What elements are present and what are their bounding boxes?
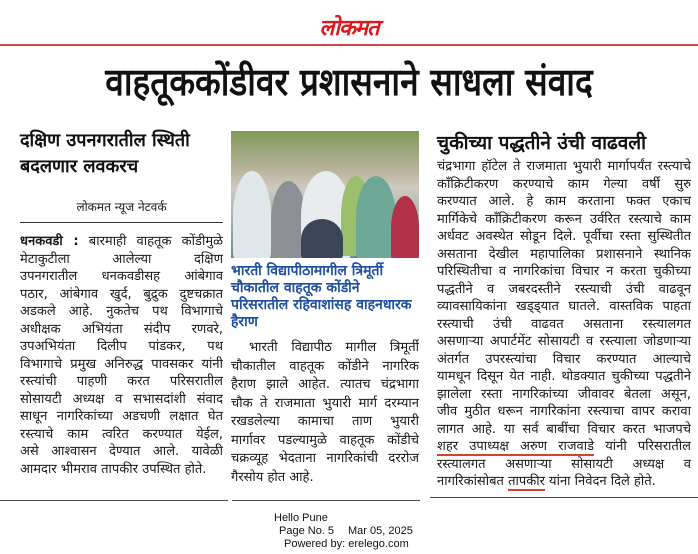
- body-line: करण्यात आले. हे काम करताना फक्त एकाच: [437, 194, 691, 209]
- body-line: असताना देखील महापालिका प्रशासनाने स्थानिक: [437, 246, 691, 262]
- powered-by: Powered by: erelego.com: [284, 538, 409, 550]
- body-line: पद्धतीने व जबरदस्तीने रस्त्याची उंची वाढवून: [437, 281, 691, 297]
- body-line: चंद्रभागा हॉटेल ते राजमाता भुयारी मार्गापर्यंत रस्त्याचे: [437, 159, 691, 174]
- body-line: जीव मुठीत धरून नागरिकांना रस्त्याचा वापर करावा: [437, 404, 691, 419]
- body-line: रस्त्याचे काम त्वरित करण्यात येईल,: [20, 426, 223, 442]
- body-line: उपअभियंता दिलीप पांडकर, पथ: [20, 339, 223, 354]
- byline: लोकमत न्यूज नेटवर्क: [76, 200, 167, 214]
- body-line: परिस्थितीचा व नागरिकांचा विचार न करता चुकीच्या: [437, 264, 691, 279]
- body-line: [20, 233, 223, 251]
- body-line: अडकले आहे. नुकतेच पथ विभागाचे: [20, 304, 223, 319]
- body-line: सोसायटी अध्यक्ष व सभासदांशी संवाद: [20, 391, 223, 407]
- divider: [20, 222, 223, 223]
- body-line: [437, 473, 691, 491]
- issue-date: Mar 05, 2025: [348, 525, 413, 537]
- body-line: चौकातील वाहतूक कोंडीने नागरिक: [231, 358, 419, 374]
- body-line: रस्त्यालगत असणाऱ्या सोसायटी अध्यक्ष व: [437, 456, 691, 472]
- left-article-title: [20, 128, 223, 180]
- left-article: [20, 128, 223, 478]
- body-line: भारती विद्यापीठ मागील त्रिमूर्ती: [249, 340, 419, 355]
- footer-rule: [232, 500, 420, 501]
- body-line: कॉंक्रिटीकरण करण्याचे काम गेल्या वर्षी सुरु: [437, 176, 691, 192]
- news-photo: [231, 131, 419, 258]
- body-line: अधीक्षक अभियंता संदीप रणवरे,: [20, 321, 223, 337]
- lokmat-logo: लोकमत: [319, 16, 379, 41]
- body-text: यांना निवेदन दिले होते.: [544, 474, 656, 489]
- body-line: रस्त्याची उंची वाढवत असताना रस्त्यालगत: [437, 316, 691, 332]
- highlighted-name: तापकीर: [508, 474, 545, 489]
- body-line: रस्त्यांची पाहणी करत परिसरातील: [20, 374, 223, 389]
- middle-article-body: [231, 339, 419, 487]
- body-text: नागरिकांसोबत: [437, 474, 509, 489]
- body-line: आमदार भीमराव तापकीर उपस्थित होते.: [20, 461, 207, 477]
- edition-label: Hello Pune: [274, 512, 328, 524]
- title-line: दक्षिण उपनगरातील स्थिती: [20, 130, 190, 151]
- main-headline: वाहतूककोंडीवर प्रशासनाने साधला संवाद: [105, 60, 593, 104]
- masthead-rule: [0, 44, 698, 46]
- body-line: उपनगरातील धनकवडीसह आंबेगाव: [20, 269, 223, 284]
- body-line: मार्गिकेचे कॉंक्रिटीकरण करून उर्वरित रस्त्याचे काम: [437, 211, 691, 227]
- right-article-title: चुकीच्या पद्धतीने उंची वाढवली: [437, 132, 647, 154]
- body-line: विभागाचे प्रमुख अनिरुद्ध पावसकर यांनी: [20, 356, 223, 372]
- highlighted-name: शहर उपाध्यक्ष अरुण राजवाडे: [437, 439, 595, 454]
- body-line: रखडलेल्या कामाचा ताण भुयारी: [231, 414, 419, 429]
- middle-article: [231, 131, 419, 487]
- body-line: चक्रव्यूह भेदताना नागरिकांची दररोज: [231, 451, 419, 466]
- body-line: व्यावसायिकांना खड्ड्यात घातले. वास्तविक पाहता: [437, 299, 691, 314]
- body-line: चौक ते राजमाता भुयारी मार्ग दरम्यान: [231, 395, 419, 411]
- right-article-body: [437, 158, 691, 438]
- body-line: [437, 438, 691, 456]
- right-article: [437, 128, 691, 491]
- footer-rule: [0, 500, 228, 501]
- body-text: बारमाही वाहतूक कोंडीमुळे: [78, 234, 223, 249]
- body-line: हैराण झाले आहेत. त्यातच चंद्रभागा: [231, 377, 419, 392]
- footer-rule: [430, 497, 698, 498]
- body-line: मेटाकुटीला आलेल्या दक्षिण: [20, 251, 223, 267]
- body-line: लागत आहे. या सर्व बाबींचा विचार करत भाजपचे: [437, 421, 691, 437]
- page-number: Page No. 5: [279, 525, 335, 537]
- body-line: अंतर्गत उपरस्त्यांचा विचार करण्यात आल्याचे: [437, 351, 691, 367]
- body-line: पठार, आंबेगाव खुर्द, बुद्रुक दुष्टचक्रात: [20, 286, 223, 302]
- body-text: यांनी परिसरातील: [594, 439, 691, 454]
- body-line: अर्धवट अवस्थेत सोडून दिले. पूर्वीचा रस्ता सुस्थितीत: [437, 229, 691, 244]
- body-line: मार्गावर पडल्यामुळे वाहतूक कोंडीचे: [231, 432, 419, 448]
- photo-caption: भारती विद्यापीठामागील त्रिमूर्ती चौकातील वाहतूक कोंडीने परिसरातील रहिवाशांसह वाहनधारक हैराण: [231, 263, 412, 330]
- left-article-body: [20, 233, 223, 478]
- body-line: झालेला रस्ता नागरिकांच्या जीवावर बेतला असून,: [437, 386, 691, 402]
- dateline: धनकवडी :: [20, 234, 79, 249]
- body-line: असणाऱ्या अपार्टमेंट सोसायटी व रस्त्याला जोडणाऱ्या: [437, 334, 691, 349]
- title-line: बदलणार लवकरच: [20, 156, 139, 177]
- body-line: साधून नागरिकांच्या अडचणी लक्षात घेत: [20, 409, 223, 424]
- body-line: गैरसोय होत आहे.: [231, 469, 314, 485]
- body-line: यामधून दिसून येत नाही. थोडक्यात चुकीच्या पद्धतीने: [437, 369, 691, 384]
- body-line: असे आश्वासन देण्यात आले. यावेळी: [20, 444, 223, 459]
